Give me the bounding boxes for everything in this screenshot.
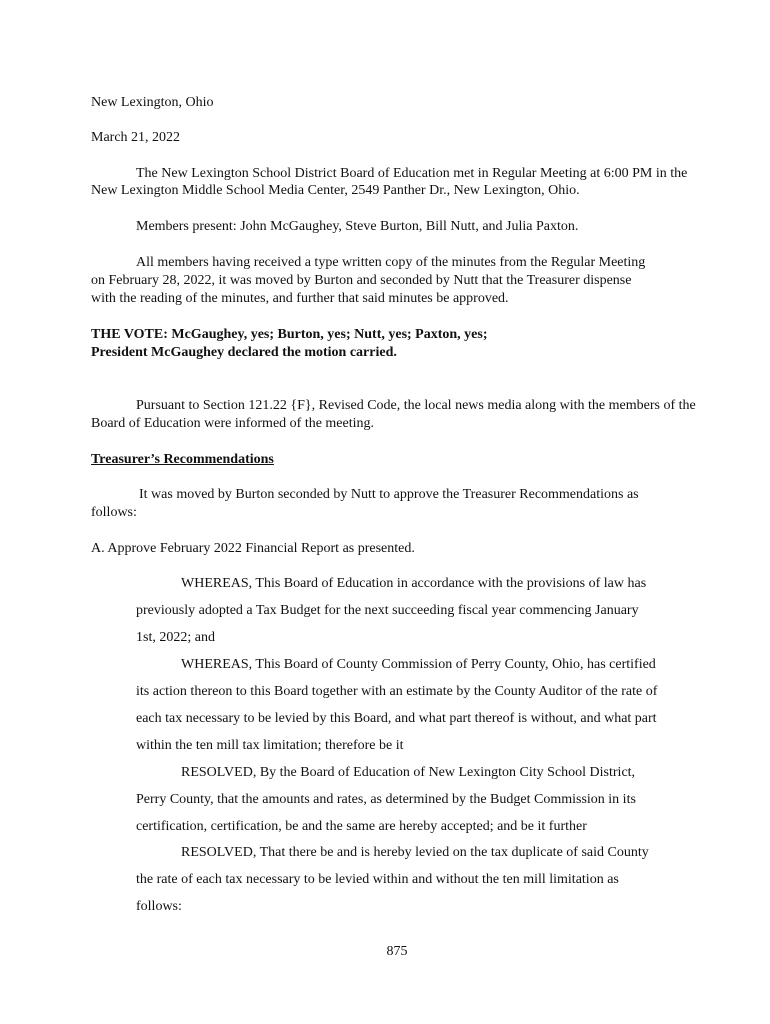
location-line: New Lexington, Ohio (91, 95, 214, 110)
pursuant-paragraph-line: Board of Education were informed of the meeting. (91, 416, 375, 431)
meeting-date: March 21, 2022 (91, 130, 181, 145)
resolution-line: its action thereon to this Board together with an estimate by the County Auditor of the rate of (136, 684, 658, 699)
pursuant-paragraph-line: Pursuant to Section 121.22 {F}, Revised Code, the local news media along with the members of the (136, 398, 696, 413)
resolution-line: follows: (136, 899, 182, 914)
members-present: Members present: John McGaughey, Steve Burton, Bill Nutt, and Julia Paxton. (136, 219, 579, 234)
page-number: 875 (386, 944, 408, 959)
resolution-line: WHEREAS, This Board of County Commission of Perry County, Ohio, has certified (181, 657, 656, 672)
resolution-line: each tax necessary to be levied by this Board, and what part thereof is without, and what part (136, 711, 657, 726)
vote-result-line: President McGaughey declared the motion carried. (91, 345, 397, 360)
minutes-paragraph-line: with the reading of the minutes, and further that said minutes be approved. (91, 291, 509, 306)
resolution-line: RESOLVED, By the Board of Education of New Lexington City School District, (181, 765, 636, 780)
intro-paragraph-line: The New Lexington School District Board of Education met in Regular Meeting at 6:00 PM in the (136, 166, 688, 181)
intro-paragraph-line: New Lexington Middle School Media Center, 2549 Panther Dr., New Lexington, Ohio. (91, 183, 580, 198)
resolution-line: Perry County, that the amounts and rates, as determined by the Budget Commission in its (136, 792, 636, 807)
motion-paragraph-line: It was moved by Burton seconded by Nutt to approve the Treasurer Recommendations as (139, 487, 639, 502)
resolution-line: previously adopted a Tax Budget for the next succeeding fiscal year commencing January (136, 603, 639, 618)
motion-paragraph-line: follows: (91, 505, 137, 520)
resolution-line: RESOLVED, That there be and is hereby levied on the tax duplicate of said County (181, 845, 649, 860)
minutes-paragraph-line: on February 28, 2022, it was moved by Burton and seconded by Nutt that the Treasurer dispense (91, 273, 632, 288)
minutes-paragraph-line: All members having received a type written copy of the minutes from the Regular Meeting (136, 255, 646, 270)
resolution-line: 1st, 2022; and (136, 630, 215, 645)
list-item-a: A. Approve February 2022 Financial Report as presented. (91, 541, 415, 556)
resolution-line: the rate of each tax necessary to be levied within and without the ten mill limitation as (136, 872, 619, 887)
resolution-line: certification, certification, be and the same are hereby accepted; and be it further (136, 819, 587, 834)
section-heading: Treasurer’s Recommendations (91, 452, 274, 467)
vote-result-line: THE VOTE: McGaughey, yes; Burton, yes; Nutt, yes; Paxton, yes; (91, 327, 488, 342)
resolution-line: WHEREAS, This Board of Education in accordance with the provisions of law has (181, 576, 647, 591)
resolution-line: within the ten mill tax limitation; therefore be it (136, 738, 404, 753)
